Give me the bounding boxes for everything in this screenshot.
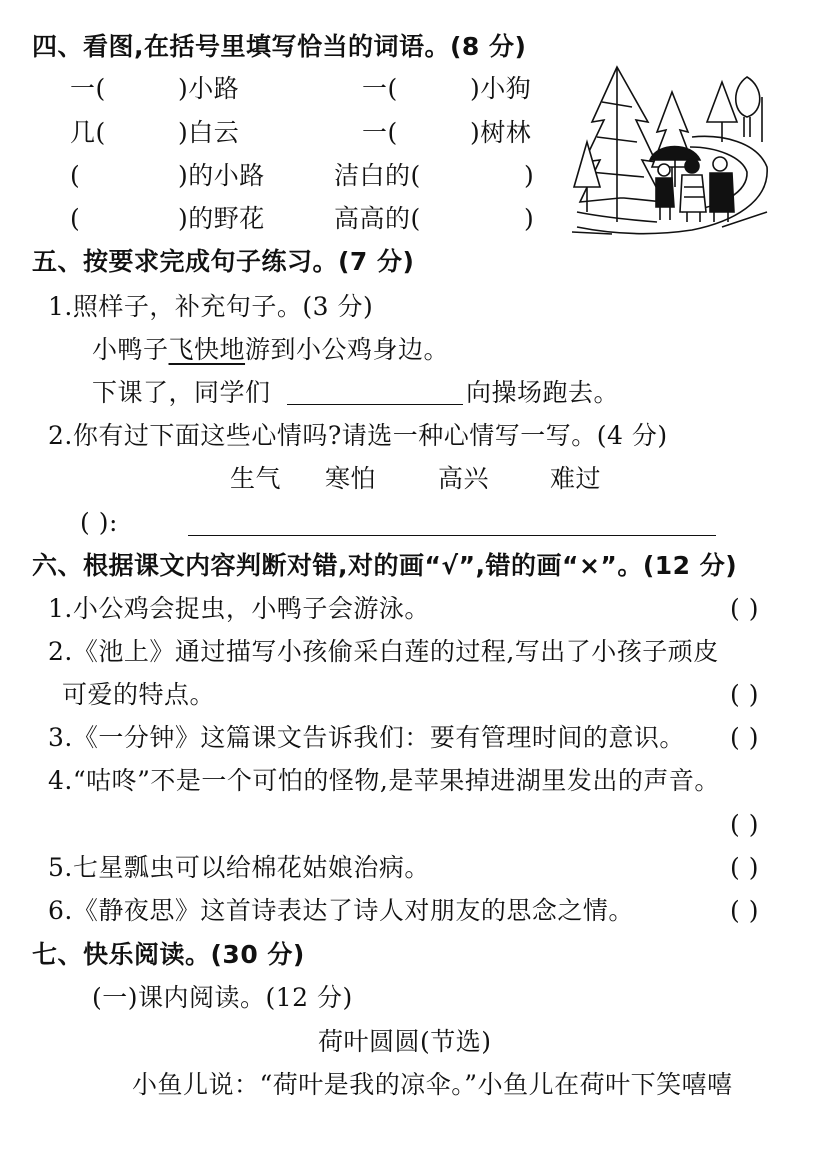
section-6-title: 六、根据课文内容判断对错,对的画“√”,错的画“×”。(12 分): [32, 551, 738, 580]
judgement-item: 1.小公鸡会捉虫，小鸭子会游泳。: [48, 594, 430, 623]
mood-option: 难过: [550, 464, 602, 493]
answer-bracket[interactable]: ( ): [730, 810, 759, 839]
answer-bracket[interactable]: ( ): [730, 723, 759, 752]
example-sentence: [92, 333, 449, 367]
forest-path-illustration: [572, 62, 772, 237]
fill-sentence-post: 向操场跑去。: [466, 378, 620, 407]
example-post: 游到小公鸡身边。: [245, 335, 450, 364]
answer-line[interactable]: [188, 535, 716, 536]
mood-option: 寒怕: [325, 464, 377, 493]
answer-bracket[interactable]: ( ): [730, 896, 759, 925]
blank-close: )小路: [178, 74, 240, 103]
passage-title: 荷叶圆圆(节选): [318, 1027, 492, 1056]
question-1: 1.照样子，补充句子。(3 分): [48, 292, 374, 321]
mood-option: 生气: [230, 464, 282, 493]
judgement-item: 2.《池上》通过描写小孩偷采白莲的过程,写出了小孩子顽皮: [48, 637, 719, 666]
answer-bracket[interactable]: ( ): [730, 594, 759, 623]
judgement-item: 5.七星瓢虫可以给棉花姑娘治病。: [48, 853, 430, 882]
blank-open: (: [70, 161, 81, 190]
judgement-item: 4.“咕咚”不是一个可怕的怪物,是苹果掉进湖里发出的声音。: [48, 766, 720, 795]
blank-open: 一(: [362, 118, 398, 147]
answer-prefix: ( ):: [80, 508, 118, 537]
example-pre: 小鸭子: [92, 335, 169, 364]
passage-text: 小鱼儿说：“荷叶是我的凉伞。”小鱼儿在荷叶下笑嘻嘻: [132, 1070, 733, 1099]
blank-open: (: [70, 204, 81, 233]
judgement-item: 3.《一分钟》这篇课文告诉我们：要有管理时间的意识。: [48, 723, 685, 752]
question-2: 2.你有过下面这些心情吗?请选一种心情写一写。(4 分): [48, 421, 668, 450]
blank-close: )的野花: [178, 204, 265, 233]
answer-bracket[interactable]: ( ): [730, 853, 759, 882]
answer-line[interactable]: [287, 404, 463, 405]
blank-close: )白云: [178, 118, 240, 147]
judgement-item-cont: 可爱的特点。: [62, 680, 216, 709]
blank-open: 洁白的(: [334, 161, 421, 190]
fill-sentence-pre: 下课了，同学们: [92, 378, 271, 407]
answer-bracket[interactable]: ( ): [730, 680, 759, 709]
judgement-item: 6.《静夜思》这首诗表达了诗人对朋友的思念之情。: [48, 896, 634, 925]
mood-option: 高兴: [438, 464, 490, 493]
reading-subsection: (一)课内阅读。(12 分): [92, 983, 353, 1012]
blank-close: ): [524, 204, 535, 233]
blank-close: ): [524, 161, 535, 190]
blank-open: 一(: [362, 74, 398, 103]
blank-open: 高高的(: [334, 204, 421, 233]
blank-open: 一(: [70, 74, 106, 103]
blank-open: 几(: [70, 118, 106, 147]
section-5-title: 五、按要求完成句子练习。(7 分): [32, 247, 415, 276]
example-underlined-word: 飞快地: [168, 335, 246, 364]
blank-close: )小狗: [470, 74, 532, 103]
blank-close: )的小路: [178, 161, 265, 190]
blank-close: )树林: [470, 118, 532, 147]
section-4-title: 四、看图,在括号里填写恰当的词语。(8 分): [32, 32, 527, 61]
section-7-title: 七、快乐阅读。(30 分): [32, 940, 305, 969]
